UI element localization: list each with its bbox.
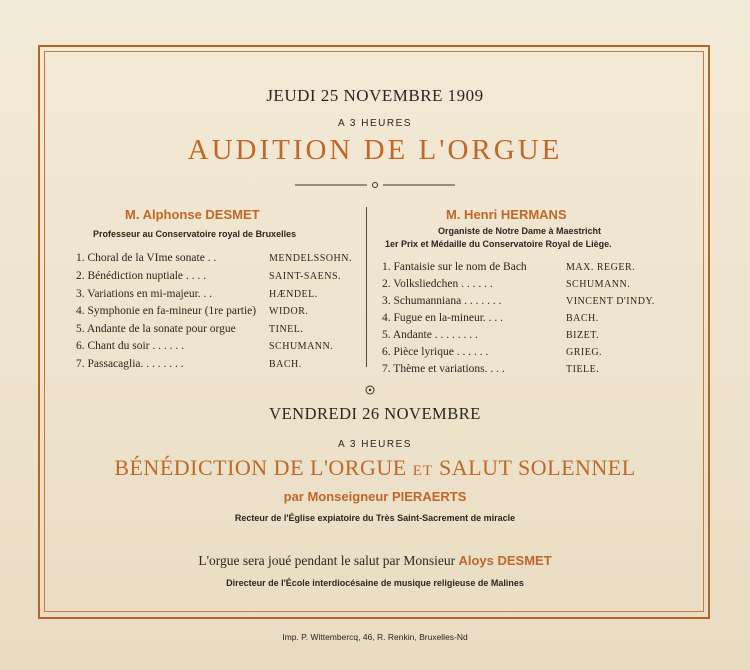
left-item-4-composer: WIDOR. [269,306,309,317]
right-item-6-composer: GRIEG. [566,347,603,358]
left-item-6-piece: 6. Chant du soir . . . . . . [76,340,184,352]
left-item-3-composer: HÆNDEL. [269,289,318,300]
second-concert-title [0,455,750,481]
left-item-3-piece: 3. Variations en mi-majeur. . . [76,288,213,300]
column-divider [366,207,367,367]
left-item-2-composer: SAINT-SAENS. [269,271,342,282]
first-concert-time: A 3 HEURES [338,118,412,129]
organist-name: Aloys DESMET [458,553,552,568]
ornament-divider-icon [295,182,455,188]
left-performer-name: M. Alphonse DESMET [125,207,260,222]
right-item-3-piece: 3. Schumanniana . . . . . . . [382,295,502,307]
organist-role: Directeur de l'École interdiocésaine de musique religieuse de Malines [226,578,524,588]
rosette-ornament-icon [364,384,376,396]
right-item-5-piece: 5. Andante . . . . . . . . [382,329,478,341]
title-conjunction: ET [412,463,434,479]
right-item-4-composer: BACH. [566,313,599,324]
right-item-2-composer: SCHUMANN. [566,279,631,290]
left-item-4-piece: 4. Symphonie en fa-mineur (1re partie) [76,305,257,317]
left-item-6-composer: SCHUMANN. [269,341,334,352]
blessing-title: BÉNÉDICTION DE L'ORGUE [114,455,407,480]
left-item-1-composer: MENDELSSOHN. [269,253,352,264]
right-performer-role: Organiste de Notre Dame à Maestricht [438,226,602,236]
right-performer-prize: 1er Prix et Médaille du Conservatoire Royal de Liège. [385,239,612,249]
second-concert-date: VENDREDI 26 NOVEMBRE [269,404,481,423]
left-item-5-piece: 5. Andante de la sonate pour orgue [76,323,236,335]
right-item-3-composer: VINCENT D'INDY. [566,296,655,307]
printer-imprint: Imp. P. Wittembercq, 46, R. Renkin, Bruxelles-Nd [282,632,468,642]
right-item-5-composer: BIZET. [566,330,600,341]
right-item-4-piece: 4. Fugue en la-mineur. . . . [382,312,504,324]
salut-title: SALUT SOLENNEL [439,455,636,480]
right-item-7-composer: TIELE. [566,364,600,375]
organist-line [0,553,750,569]
second-concert-time: A 3 HEURES [338,439,412,450]
officiant-line: par Monseigneur PIERAERTS [283,489,467,504]
right-item-1-composer: MAX. REGER. [566,262,636,273]
right-item-7-piece: 7. Thème et variations. . . . [382,363,505,375]
right-item-6-piece: 6. Pièce lyrique . . . . . . [382,346,489,358]
left-item-2-piece: 2. Bénédiction nuptiale . . . . [76,270,206,282]
right-item-2-piece: 2. Volksliedchen . . . . . . [382,278,493,290]
officiant-role: Recteur de l'Église expiatoire du Très Saint-Sacrement de miracle [234,513,516,523]
left-item-1-piece: 1. Choral de la VIme sonate . . [76,252,217,264]
left-item-5-composer: TINEL. [269,324,304,335]
left-item-7-composer: BACH. [269,359,302,370]
right-performer-name: M. Henri HERMANS [446,207,567,222]
organist-intro: L'orgue sera joué pendant le salut par Monsieur [198,553,456,568]
right-item-1-piece: 1. Fantaisie sur le nom de Bach [382,261,527,273]
left-item-7-piece: 7. Passacaglia. . . . . . . . [76,358,184,370]
first-concert-date: JEUDI 25 NOVEMBRE 1909 [266,86,484,105]
left-performer-title: Professeur au Conservatoire royal de Bruxelles [93,229,297,239]
first-concert-title: AUDITION DE L'ORGUE [187,134,563,166]
